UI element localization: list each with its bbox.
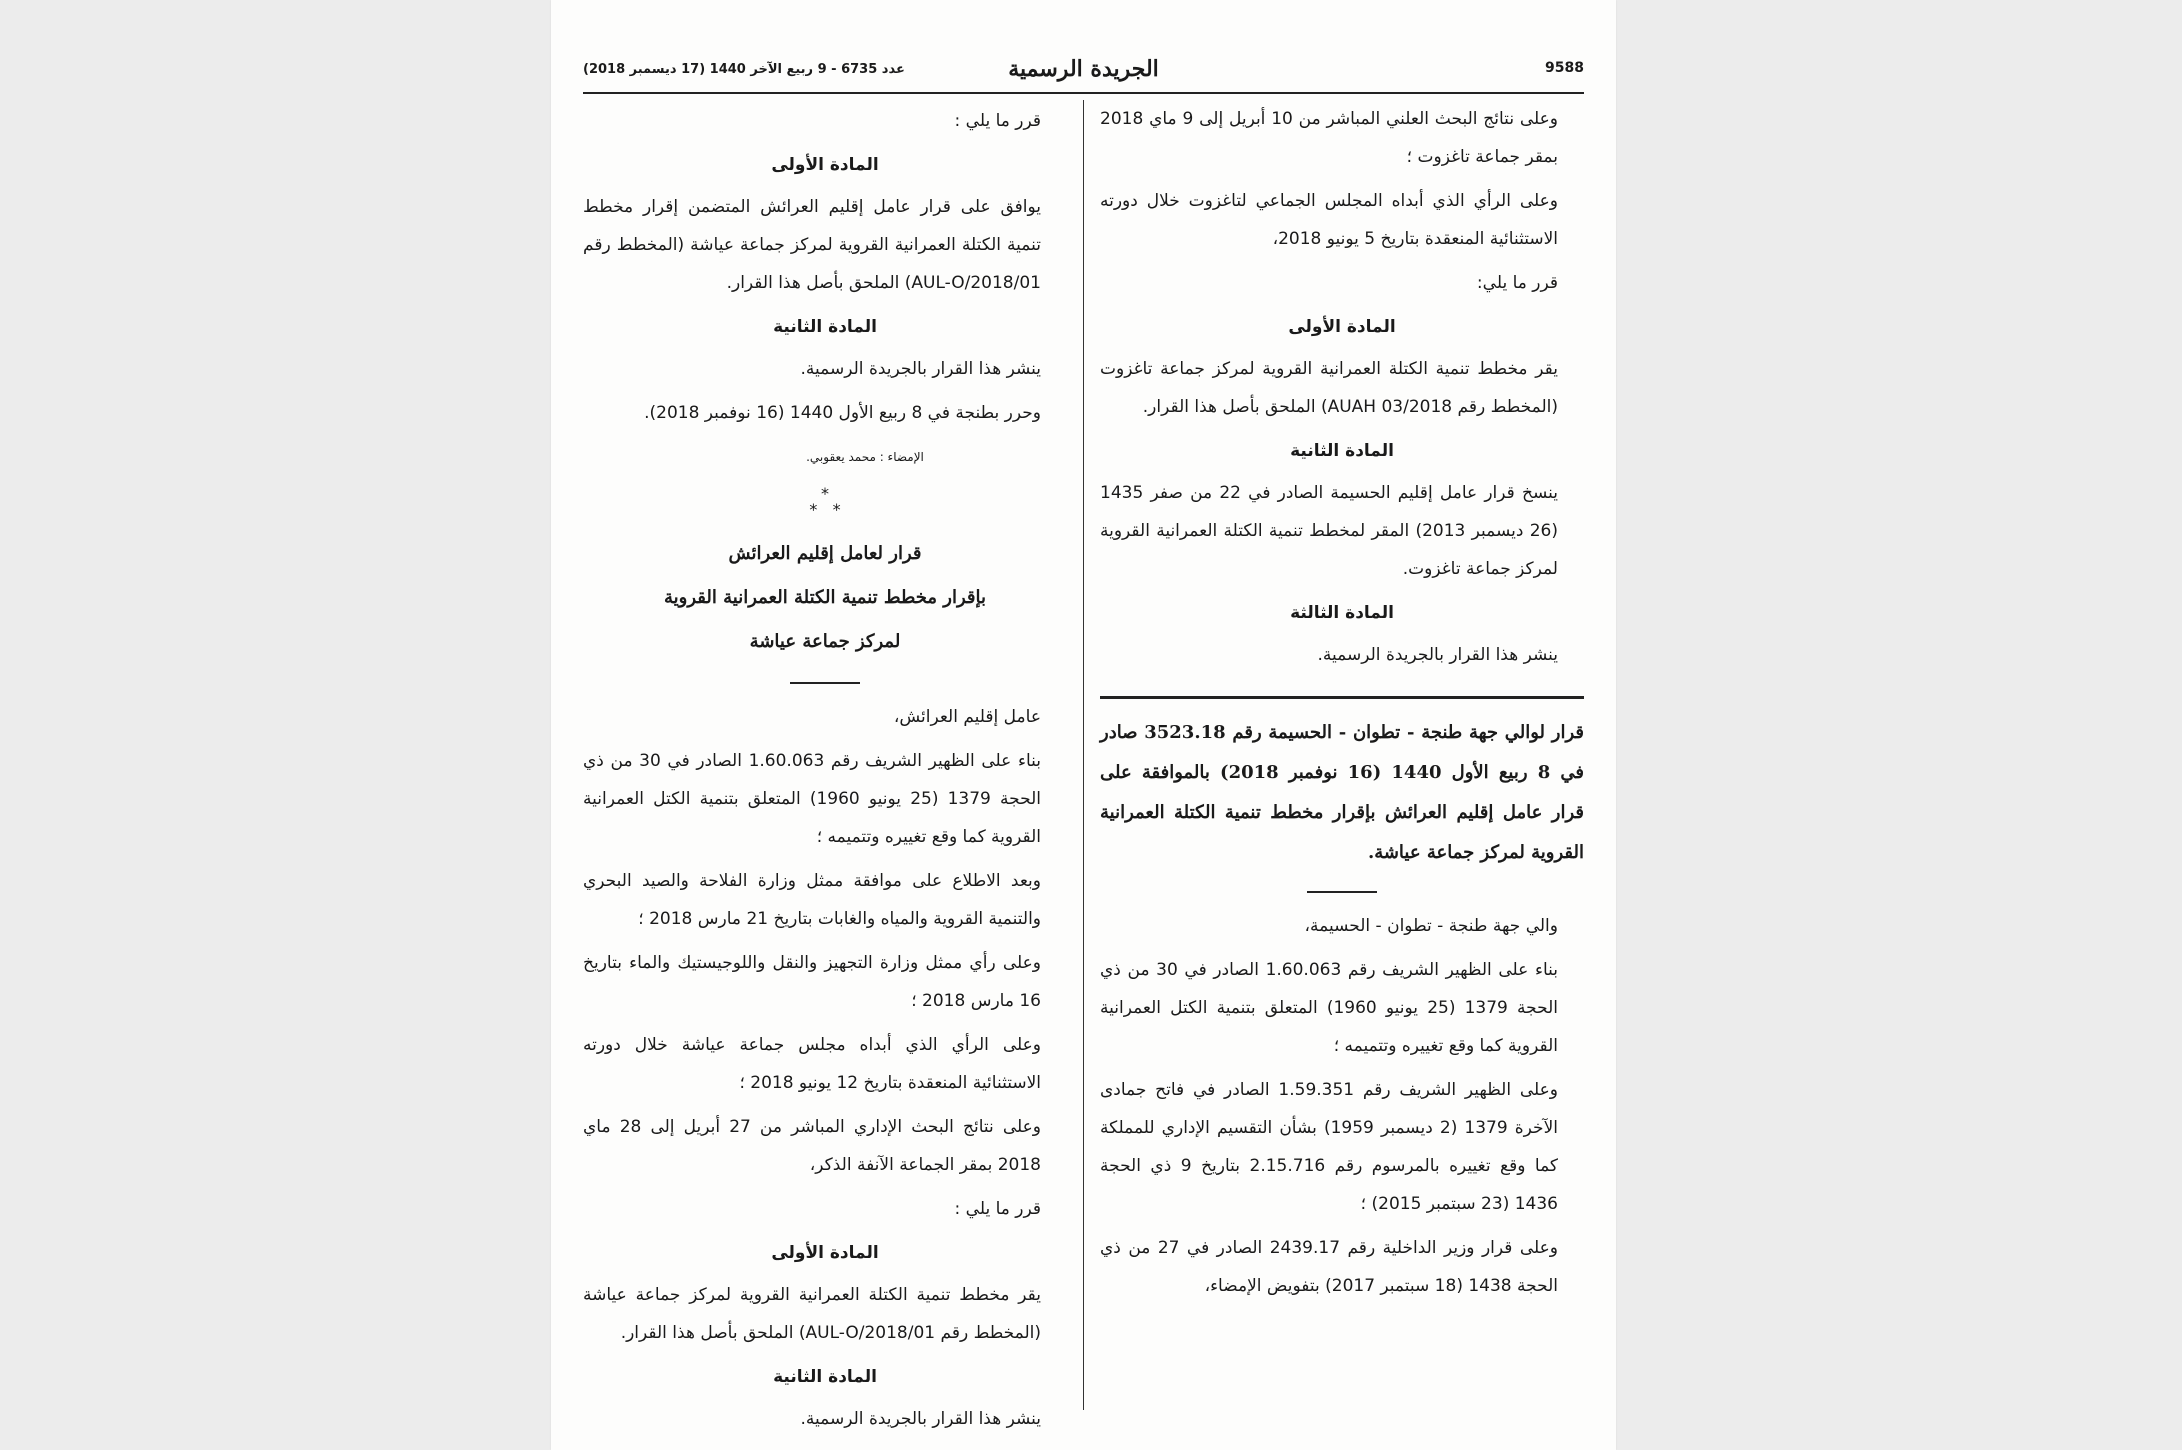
paragraph: وعلى الرأي الذي أبداه المجلس الجماعي لتاغزوت خلال دورته الاستثنائية المنعقدة بتاريخ 5 يونيو 2018، [1100, 191, 1558, 249]
paragraph: وعلى رأي ممثل وزارة التجهيز والنقل واللوجيستيك والماء بتاريخ 16 مارس 2018 ؛ [583, 953, 1041, 1011]
article-heading: المادة الثالثة [1290, 603, 1394, 623]
article-heading: المادة الأولى [1288, 317, 1396, 337]
decided-label: قرر ما يلي: [1476, 273, 1558, 293]
section-separator [1100, 696, 1584, 699]
paragraph: بناء على الظهير الشريف رقم 1.60.063 الصادر في 30 من ذي الحجة 1379 (25 يونيو 1960) المتعلق بتنمية الكتل العمرانية القروية كما وقع تغييره وتتميمه ؛ [1100, 960, 1558, 1056]
short-rule [790, 682, 860, 684]
paragraph: وعلى نتائج البحث الإداري المباشر من 27 أبريل إلى 28 ماي 2018 بمقر الجماعة الآنفة الذكر، [583, 1117, 1041, 1175]
paragraph: وعلى الظهير الشريف رقم 1.59.351 الصادر في فاتح جمادى الآخرة 1379 (2 ديسمبر 1959) بشأن التقسيم الإداري للمملكة كما وقع تغييره بالمرسوم رقم 2.15.716 بتاريخ 9 ذي الحجة 1436 (23 سبتمبر 2015) ؛ [1100, 1080, 1559, 1214]
paragraph: وعلى قرار وزير الداخلية رقم 2439.17 الصادر في 27 من ذي الحجة 1438 (18 سبتمبر 2017) بتفويض الإمضاء، [1100, 1238, 1558, 1296]
left-column [583, 100, 1067, 1430]
paragraph: وعلى نتائج البحث العلني المباشر من 10 أبريل إلى 9 ماي 2018 بمقر جماعة تاغزوت ؛ [1100, 109, 1558, 167]
decree-title: قرار لوالي جهة طنجة - تطوان - الحسيمة رقم 3523.18 صادر في 8 ربيع الأول 1440 (16 نوفمبر 2018) بالموافقة على قرار عامل إقليم العرائش بإقرار مخطط تنمية الكتلة العمرانية القروية لمركز جماعة عياشة. [1100, 722, 1584, 863]
signature: الإمضاء : محمد يعقوبي. [806, 450, 924, 464]
separator-stars: * * * [809, 484, 841, 519]
right-column [1100, 100, 1584, 1430]
column-divider [1083, 100, 1084, 1410]
paragraph: وبعد الاطلاع على موافقة ممثل وزارة الفلاحة والصيد البحري والتنمية القروية والمياه والغابات بتاريخ 21 مارس 2018 ؛ [583, 871, 1041, 929]
article-heading: المادة الثانية [773, 317, 877, 337]
article-heading: المادة الثانية [1290, 441, 1394, 461]
decree-title-line: لمركز جماعة عياشة [749, 631, 901, 652]
article-text: ينشر هذا القرار بالجريدة الرسمية. [800, 1409, 1041, 1429]
paragraph: بناء على الظهير الشريف رقم 1.60.063 الصادر في 30 من ذي الحجة 1379 (25 يونيو 1960) المتعلق بتنمية الكتل العمرانية القروية كما وقع تغييره وتتميمه ؛ [583, 751, 1041, 847]
paragraph: وعلى الرأي الذي أبداه مجلس جماعة عياشة خلال دورته الاستثنائية المنعقدة بتاريخ 12 يونيو 2018 ؛ [583, 1035, 1041, 1093]
article-heading: المادة الأولى [771, 1243, 879, 1263]
article-heading: المادة الثانية [773, 1367, 877, 1387]
gazette-title: الجريدة الرسمية [1008, 56, 1159, 82]
decided-label: قرر ما يلي : [954, 1199, 1041, 1219]
issuer-line: عامل إقليم العرائش، [893, 707, 1041, 727]
article-text: ينشر هذا القرار بالجريدة الرسمية. [1317, 645, 1558, 665]
article-text: يقر مخطط تنمية الكتلة العمرانية القروية لمركز جماعة تاغزوت (المخطط رقم AUAH 03/2018) الملحق بأصل هذا القرار. [1100, 359, 1558, 417]
page-number: 9588 [1545, 60, 1584, 76]
short-rule [1307, 891, 1377, 893]
done-at: وحرر بطنجة في 8 ربيع الأول 1440 (16 نوفمبر 2018). [644, 403, 1041, 423]
issue-info: عدد 6735 - 9 ربيع الآخر 1440 (17 ديسمبر 2018) [583, 62, 905, 77]
page-header [583, 52, 1584, 94]
decided-label: قرر ما يلي : [954, 111, 1041, 131]
document-page [551, 0, 1616, 1450]
article-text: يوافق على قرار عامل إقليم العرائش المتضمن إقرار مخطط تنمية الكتلة العمرانية القروية لمركز جماعة عياشة (المخطط رقم 01/AUL-O/2018) الملحق بأصل هذا القرار. [583, 197, 1041, 293]
decree-title-line: بإقرار مخطط تنمية الكتلة العمرانية القروية [663, 587, 987, 608]
decree-title-line: قرار لعامل إقليم العرائش [728, 543, 922, 564]
article-text: ينشر هذا القرار بالجريدة الرسمية. [800, 359, 1041, 379]
article-text: يقر مخطط تنمية الكتلة العمرانية القروية لمركز جماعة عياشة (المخطط رقم 01/AUL-O/2018) الملحق بأصل هذا القرار. [583, 1285, 1041, 1343]
article-text: ينسخ قرار عامل إقليم الحسيمة الصادر في 22 من صفر 1435 (26 ديسمبر 2013) المقر لمخطط تنمية الكتلة العمرانية القروية لمركز جماعة تاغزوت. [1100, 483, 1558, 579]
article-heading: المادة الأولى [771, 155, 879, 175]
issuer-line: والي جهة طنجة - تطوان - الحسيمة، [1304, 916, 1558, 936]
